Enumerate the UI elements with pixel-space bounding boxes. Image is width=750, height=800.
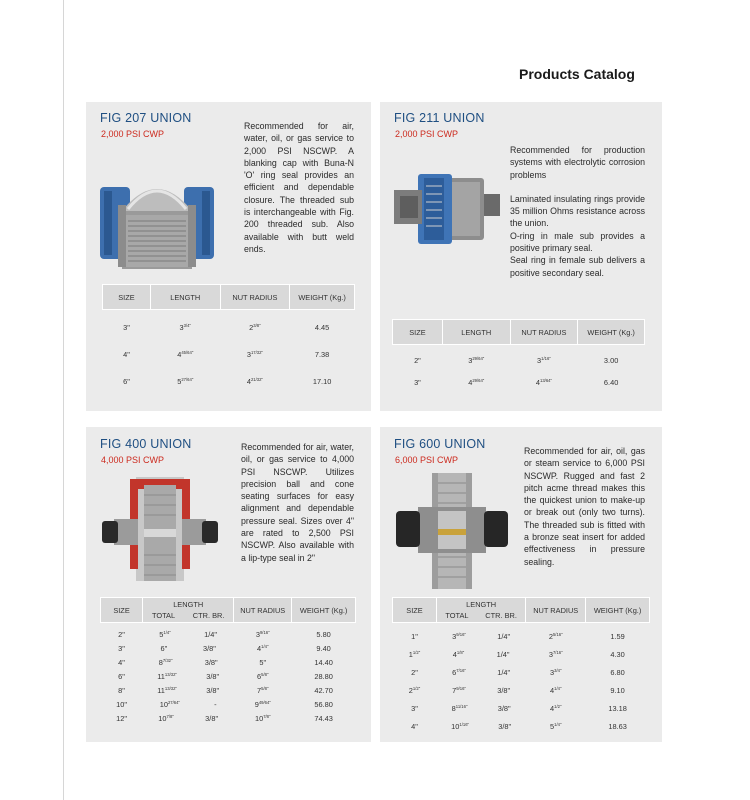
description-paragraph: Laminated insulating rings provide 35 million Ohms resistance across the union. [510, 193, 645, 229]
cell-ctr-br: 3/8" [206, 671, 220, 681]
cell-weight: 42.70 [314, 685, 333, 695]
cell-length: 3 [468, 355, 473, 365]
product-title: FIG 600 UNION [394, 437, 486, 451]
cell-weight: 6.80 [610, 667, 625, 677]
cell-nut-radius: 4 [257, 643, 262, 653]
cell-nut-radius: 3 [550, 667, 555, 677]
cell-nut-fraction: 17/32" [250, 350, 263, 355]
cell-nut-fraction: 5/16" [552, 631, 563, 637]
product-panel-fig-400 [86, 427, 371, 742]
fig-600-union-image [394, 471, 510, 591]
table-row [393, 663, 650, 681]
description-paragraph: Recommended for production systems with electrolytic corrosion problems [510, 145, 645, 180]
cell-size: 3" [414, 377, 421, 387]
cell-size: 2 [408, 685, 413, 695]
cell-size: 2" [411, 667, 418, 677]
cell-size: 12" [116, 713, 127, 723]
col-header-weight: WEIGHT (Kg.) [290, 285, 355, 310]
cell-size: 8" [118, 685, 125, 695]
cell-ctr-br: 3/8" [497, 685, 511, 695]
cell-size: 4" [411, 721, 418, 731]
table-row [101, 655, 356, 669]
cell-nut-fraction: 1/4" [554, 721, 562, 727]
col-header-weight: WEIGHT (Kg.) [578, 320, 645, 345]
product-panel-fig-211 [380, 102, 662, 411]
cell-length-fraction: 29/64" [472, 377, 485, 383]
col-header-length [437, 598, 526, 623]
table-row [393, 345, 645, 372]
table-row [393, 623, 650, 646]
cell-size: 3" [123, 323, 130, 332]
cell-ctr-br: 3/8" [202, 643, 216, 653]
product-description: Recommended for air, water, oil, or gas service to 2,000 PSI NSCWP. A blanking cap with Buna-N 'O' ring seal provides an efficient and dependable closure. The threaded sub is interchangeable with Fig. 200 threaded sub. Also available with butt weld ends. [244, 121, 354, 254]
cell-total-length: 6" [160, 643, 168, 653]
cell-weight: 4.45 [314, 323, 330, 332]
col-header-nut-radius: NUT RADIUS [510, 320, 578, 345]
cell-ctr-br: 3/8" [498, 721, 512, 731]
cell-total-fraction: 1/16" [459, 721, 470, 727]
cell-total-length: 10 [158, 713, 167, 723]
cell-ctr-br: 3/8" [205, 713, 219, 723]
spec-table [392, 319, 645, 393]
description-paragraph: Seal ring in female sub delivers a positive secondary seal. [510, 255, 645, 278]
cell-length: 4 [468, 377, 473, 387]
cell-weight: 9.10 [610, 685, 625, 695]
table-row [393, 699, 650, 717]
cell-nut-fraction: 7/8" [263, 713, 271, 719]
cell-nut-fraction: 3/8" [253, 323, 261, 328]
col-header-weight: WEIGHT (Kg.) [292, 598, 356, 623]
table-row [101, 669, 356, 683]
cell-nut-fraction: 1/2" [554, 703, 562, 709]
table-row [101, 711, 356, 725]
cell-total-length: 8 [158, 657, 163, 667]
cell-nut-fraction: 3/4" [554, 667, 562, 673]
cell-nut-fraction: 7/16" [552, 649, 563, 655]
cell-nut-radius: 4 [535, 377, 540, 387]
cell-length: 3 [179, 323, 184, 332]
cell-total-fraction: 27/64" [167, 699, 180, 705]
cell-ctr-br: 1/4" [496, 649, 510, 659]
product-title: FIG 400 UNION [100, 437, 192, 451]
cell-total-fraction: 7/32" [162, 657, 173, 663]
cell-length-fraction: 45/64" [181, 350, 194, 355]
spec-table [100, 597, 356, 725]
cell-total-length: 5 [159, 629, 164, 639]
cell-weight: 4.30 [610, 649, 625, 659]
pressure-rating: 2,000 PSI CWP [395, 129, 459, 139]
cell-nut-radius: 6 [257, 671, 262, 681]
col-header-length-label: LENGTH [173, 600, 204, 609]
cell-size: 4" [123, 350, 130, 359]
cell-weight: 7.38 [314, 350, 330, 359]
cell-weight: 5.80 [316, 629, 331, 639]
cell-nut-fraction: 13/64" [540, 377, 552, 383]
fig-400-union-image [100, 475, 220, 585]
cell-size: 2" [118, 629, 125, 639]
cell-ctr-br: 3/8" [497, 703, 511, 713]
cell-weight: 13.18 [608, 703, 627, 713]
cell-length-fraction: 29/64" [472, 355, 485, 361]
cell-total-fraction: 13/32" [164, 671, 177, 677]
cell-size: 1" [411, 631, 418, 641]
cell-nut-radius: 4 [550, 703, 555, 713]
pressure-rating: 2,000 PSI CWP [101, 129, 165, 139]
table-row [103, 310, 355, 342]
table-row [393, 371, 645, 393]
col-header-length: LENGTH [442, 320, 510, 345]
cell-length: 5 [177, 377, 182, 386]
fig-207-union-image [98, 149, 216, 274]
cell-total-length: 10 [451, 721, 460, 731]
cell-total-fraction: 9/16" [456, 631, 466, 637]
col-header-length: LENGTH [150, 285, 220, 310]
table-row [101, 683, 356, 697]
cell-total-length: 11 [157, 671, 165, 681]
pressure-rating: 4,000 PSI CWP [101, 455, 165, 465]
cell-weight: 3.00 [603, 355, 619, 365]
cell-total-fraction: 11/16" [455, 703, 468, 709]
cell-nut-fraction: 5/8" [261, 685, 269, 691]
cell-nut-radius: 2 [249, 323, 254, 332]
cell-nut-radius: 3 [537, 355, 542, 365]
cell-weight: 9.40 [316, 643, 331, 653]
cell-nut-radius: 2 [548, 631, 553, 641]
cell-size-fraction: 1/2" [412, 685, 421, 691]
cell-weight: 17.10 [312, 377, 332, 386]
cell-total-fraction: 13/32" [164, 685, 177, 691]
product-description: Recommended for air, water, oil, or gas service to 4,000 PSI NSCWP. Utilizes precision ball and cone seating surfaces for easy alignment and dependable pressure seal. Sizes over 4" are rated to 2,500 PSI NSCWP. Also available with a lip-type seal in 2" [241, 442, 354, 563]
table-row [101, 623, 356, 642]
cell-size: 1 [408, 649, 413, 659]
spec-table [392, 597, 650, 735]
cell-size: 10" [116, 699, 127, 709]
table-row [393, 681, 650, 699]
cell-size: 3" [411, 703, 418, 713]
col-header-total: TOTAL [445, 611, 469, 620]
cell-size: 3" [118, 643, 125, 653]
table-row [393, 717, 650, 735]
pressure-rating: 6,000 PSI CWP [395, 455, 459, 465]
cell-weight: 74.43 [314, 713, 333, 723]
cell-length-fraction: 3/4" [183, 323, 191, 328]
product-panel-fig-600 [380, 427, 662, 742]
cell-ctr-br: 1/4" [497, 667, 511, 677]
cell-size: 6" [123, 377, 130, 386]
cell-total-length: 6 [452, 667, 457, 677]
cell-ctr-br: 1/4" [204, 629, 218, 639]
spec-table [102, 284, 355, 395]
cell-nut-radius: 3 [255, 629, 260, 639]
catalog-title: Products Catalog [519, 66, 635, 82]
cell-nut-radius: 3 [548, 649, 553, 659]
col-header-ctr-br: CTR. BR. [485, 611, 517, 620]
col-header-size: SIZE [101, 598, 143, 623]
cell-nut-radius: 5 [550, 721, 555, 731]
cell-total-length: 10 [159, 699, 168, 709]
product-description: Recommended for air, oil, gas or steam service to 6,000 PSI NSCWP. Rugged and fast 2 pitch acme thread makes this the quickest union to make-up or break out (only two turns). The threaded sub is fitted with a bronze seat insert for added effectiveness in pressure sealing. [524, 446, 645, 567]
cell-nut-radius: 4 [550, 685, 555, 695]
col-header-size: SIZE [103, 285, 151, 310]
cell-length: 4 [177, 350, 182, 359]
cell-total-length: 11 [157, 685, 165, 695]
cell-weight: 18.63 [608, 721, 627, 731]
col-header-nut-radius: NUT RADIUS [220, 285, 290, 310]
cell-ctr-br: 3/8" [204, 657, 218, 667]
cell-nut-radius: 5" [259, 657, 267, 667]
table-row [101, 641, 356, 655]
cell-nut-radius: 7 [257, 685, 262, 695]
cell-nut-radius: 3 [246, 350, 251, 359]
cell-length-fraction: 27/64" [181, 377, 194, 382]
cell-nut-fraction: 1/16" [541, 355, 551, 361]
cell-weight: 1.59 [610, 631, 625, 641]
col-header-size: SIZE [393, 320, 443, 345]
col-header-length-label: LENGTH [466, 600, 497, 609]
cell-nut-radius: 4 [246, 377, 251, 386]
cell-nut-fraction: 9/16" [259, 629, 270, 635]
product-description [510, 144, 645, 279]
cell-ctr-br: - [214, 699, 217, 709]
cell-ctr-br: 1/4" [497, 631, 511, 641]
table-row [393, 645, 650, 663]
product-title: FIG 207 UNION [100, 111, 192, 125]
description-paragraph: O-ring in male sub provides a positive primary seal. [510, 230, 645, 254]
cell-total-fraction: 1/4" [163, 629, 171, 635]
cell-total-length: 4 [452, 649, 457, 659]
cell-nut-radius: 10 [254, 713, 264, 723]
cell-nut-radius: 9 [254, 699, 259, 709]
cell-nut-fraction: 5/8" [261, 671, 269, 677]
table-row [103, 368, 355, 395]
col-header-total: TOTAL [151, 611, 176, 620]
cell-nut-fraction: 1/4" [261, 643, 269, 649]
fig-211-union-image [390, 168, 502, 250]
table-row [101, 697, 356, 711]
cell-nut-fraction: 1/4" [554, 685, 562, 691]
cell-ctr-br: 3/8" [206, 685, 220, 695]
product-title: FIG 211 UNION [394, 111, 485, 125]
cell-total-fraction: 7/8" [166, 713, 174, 719]
cell-weight: 56.80 [314, 699, 333, 709]
cell-weight: 14.40 [314, 657, 333, 667]
col-header-nut-radius: NUT RADIUS [526, 598, 586, 623]
cell-total-fraction: 9/16" [456, 685, 466, 691]
cell-total-length: 8 [451, 703, 456, 713]
cell-total-length: 3 [452, 631, 457, 641]
col-header-weight: WEIGHT (Kg.) [586, 598, 650, 623]
cell-weight: 28.80 [314, 671, 333, 681]
col-header-size: SIZE [393, 598, 437, 623]
product-panel-fig-207 [86, 102, 371, 411]
cell-size-fraction: 1/2" [412, 649, 421, 655]
col-header-length [143, 598, 234, 623]
cell-nut-fraction: 49/64" [258, 699, 271, 705]
cell-total-fraction: 7/16" [456, 667, 466, 673]
col-header-nut-radius: NUT RADIUS [234, 598, 292, 623]
cell-size: 2" [414, 355, 421, 365]
col-header-ctr-br: CTR. BR. [192, 611, 225, 620]
cell-total-length: 7 [452, 685, 457, 695]
cell-nut-fraction: 21/32" [250, 377, 263, 382]
cell-total-fraction: 1/8" [456, 649, 465, 655]
cell-size: 4" [118, 657, 125, 667]
page-margin-line [63, 0, 64, 800]
cell-weight: 6.40 [603, 377, 619, 387]
cell-size: 6" [118, 671, 125, 681]
table-row [103, 341, 355, 368]
